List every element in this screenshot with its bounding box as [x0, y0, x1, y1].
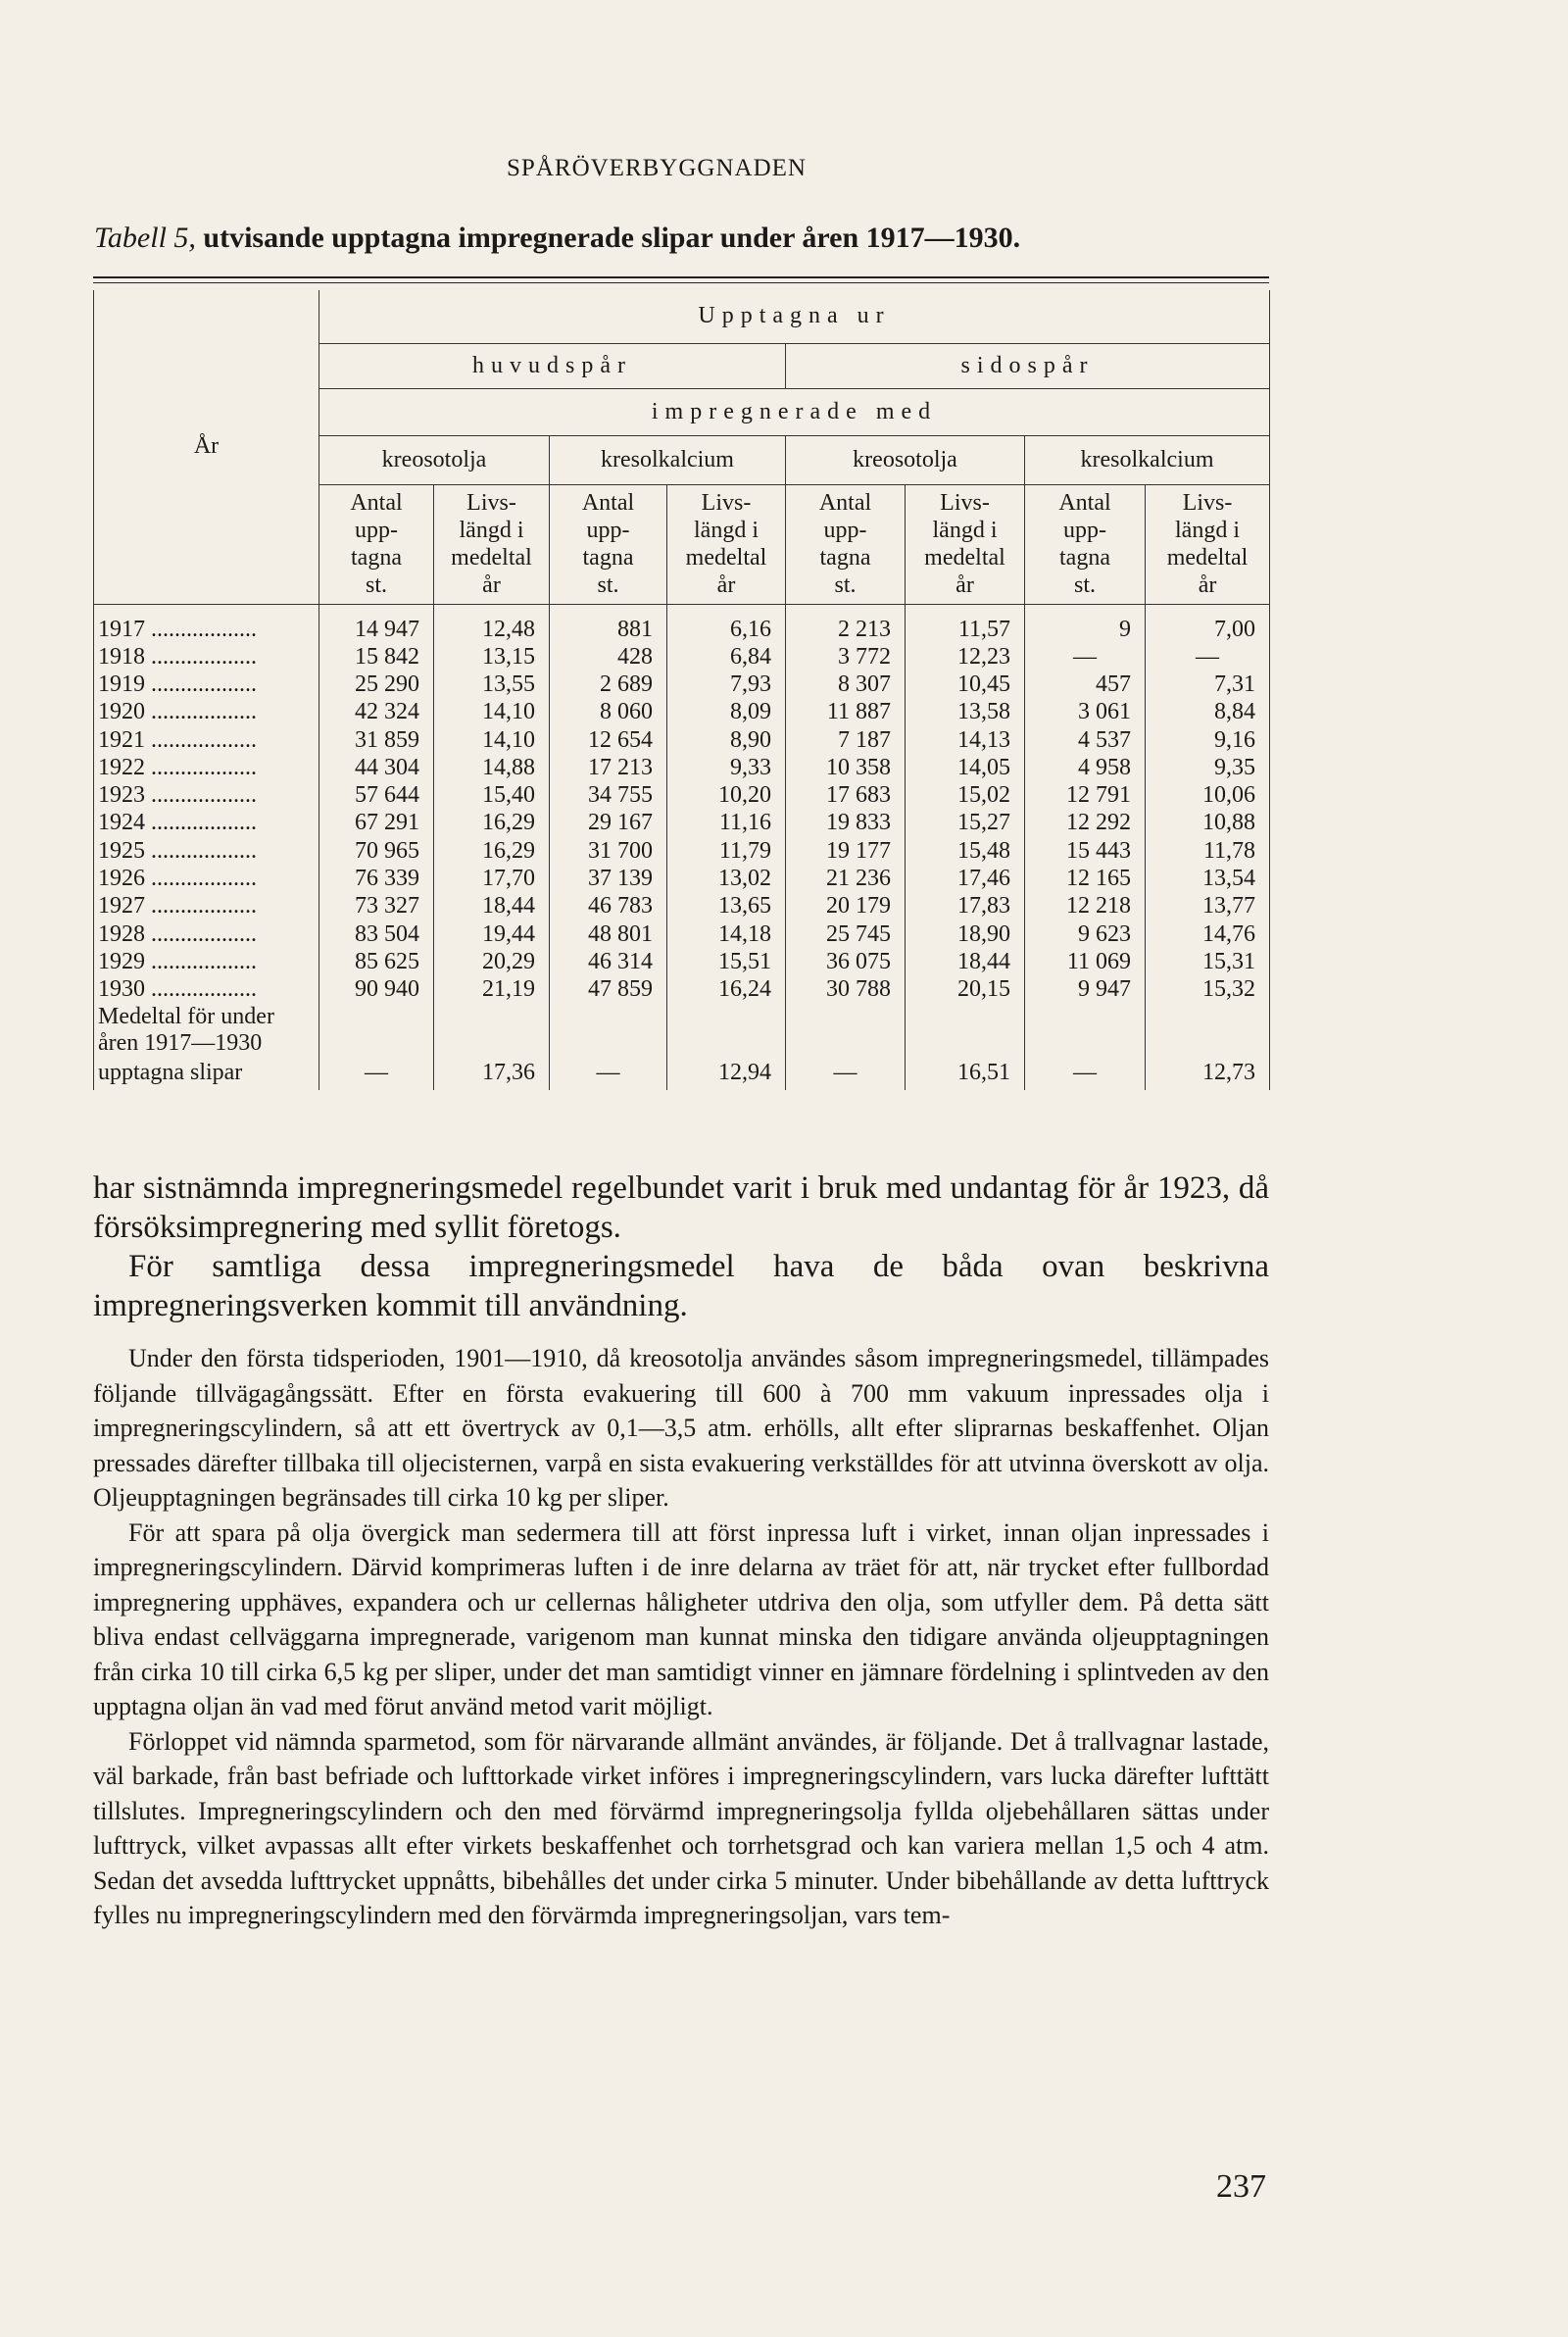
top-rule-thin: [93, 282, 1269, 283]
cell-life: 10,88: [1146, 810, 1270, 837]
cell-count: 2 213: [786, 604, 906, 643]
table-row: [94, 671, 1270, 698]
table-row: [94, 837, 1270, 865]
cell-life: 14,05: [906, 754, 1025, 781]
table-row: [94, 810, 1270, 837]
average-label: Medeltal för under: [94, 1004, 319, 1030]
cell-count: 37 139: [550, 865, 667, 892]
running-head: SPÅRÖVERBYGGNADEN: [507, 155, 807, 181]
cell-life: 20,29: [434, 948, 550, 975]
cell-count: 44 304: [319, 754, 434, 781]
cell-life: 15,32: [1146, 976, 1270, 1004]
data-table: [93, 290, 1270, 1090]
cell-life: 15,48: [906, 837, 1025, 865]
cell-count: 19 177: [786, 837, 906, 865]
cell-life: 19,44: [434, 920, 550, 948]
cell-count: 31 700: [550, 837, 667, 865]
cell-count: 12 654: [550, 726, 667, 754]
large-text: [93, 1168, 1269, 1325]
cell-life: 16,29: [434, 837, 550, 865]
cell-count: 7 187: [786, 726, 906, 754]
average-value: —: [786, 1057, 906, 1090]
cell-count: 48 801: [550, 920, 667, 948]
cell-count: 46 314: [550, 948, 667, 975]
col-life-header: Livs- längd i medeltal år: [906, 484, 1025, 604]
cell-life: 15,40: [434, 781, 550, 809]
row-year: 1924 ..................: [94, 810, 319, 837]
cell-life: 11,57: [906, 604, 1025, 643]
cell-count: 19 833: [786, 810, 906, 837]
cell-life: 13,58: [906, 699, 1025, 726]
cell-count: 12 791: [1025, 781, 1146, 809]
table-row: [94, 726, 1270, 754]
cell-life: 7,31: [1146, 671, 1270, 698]
cell-life: 21,19: [434, 976, 550, 1004]
table-body: [94, 604, 1270, 1004]
paragraph: För samtliga dessa impregneringsmedel hava de båda ovan beskrivna impregneringsverken kommit till användning.: [93, 1249, 1269, 1323]
table-row: [94, 920, 1270, 948]
cell-count: 3 772: [786, 643, 906, 671]
cell-count: 73 327: [319, 893, 434, 920]
cell-life: 8,84: [1146, 699, 1270, 726]
cell-life: 13,77: [1146, 893, 1270, 920]
cell-count: 67 291: [319, 810, 434, 837]
table-row: [94, 893, 1270, 920]
cell-count: 57 644: [319, 781, 434, 809]
table-row: [94, 948, 1270, 975]
cell-life: 15,02: [906, 781, 1025, 809]
col-life-header: Livs- längd i medeltal år: [434, 484, 550, 604]
cell-count: 29 167: [550, 810, 667, 837]
col-count-header: Antal upp- tagna st.: [786, 484, 906, 604]
caption-text: utvisande upptagna impregnerade slipar under åren 1917—1930.: [195, 222, 1021, 254]
top-rule: [93, 276, 1269, 278]
paragraph: har sistnämnda impregneringsmedel regelbundet varit i bruk med undantag för år 1923, då försöksimpregnering med syllit företogs.: [93, 1170, 1269, 1245]
cell-count: 9 947: [1025, 976, 1146, 1004]
header-main-track: huvudspår: [319, 343, 786, 388]
average-value: 12,94: [667, 1057, 786, 1090]
cell-count: 83 504: [319, 920, 434, 948]
cell-count: 15 842: [319, 643, 434, 671]
cell-life: 13,15: [434, 643, 550, 671]
cell-life: 13,02: [667, 865, 786, 892]
average-value: —: [319, 1057, 434, 1090]
cell-count: 2 689: [550, 671, 667, 698]
table-row: [94, 865, 1270, 892]
cell-count: 4 958: [1025, 754, 1146, 781]
cell-life: 10,20: [667, 781, 786, 809]
col-count-header: Antal upp- tagna st.: [319, 484, 434, 604]
cell-count: 70 965: [319, 837, 434, 865]
col-count-header: Antal upp- tagna st.: [550, 484, 667, 604]
cell-life: 11,79: [667, 837, 786, 865]
cell-life: 8,09: [667, 699, 786, 726]
average-label: upptagna slipar: [94, 1057, 319, 1090]
col-life-header: Livs- längd i medeltal år: [1146, 484, 1270, 604]
cell-count: 30 788: [786, 976, 906, 1004]
cell-life: 13,54: [1146, 865, 1270, 892]
cell-life: 12,23: [906, 643, 1025, 671]
cell-life: 17,46: [906, 865, 1025, 892]
cell-life: 15,27: [906, 810, 1025, 837]
cell-count: 25 745: [786, 920, 906, 948]
cell-count: 12 165: [1025, 865, 1146, 892]
cell-count: 9: [1025, 604, 1146, 643]
row-year: 1917 ..................: [94, 604, 319, 643]
col-life-header: Livs- längd i medeltal år: [667, 484, 786, 604]
row-year: 1928 ..................: [94, 920, 319, 948]
cell-count: 42 324: [319, 699, 434, 726]
table-row: [94, 976, 1270, 1004]
cell-life: 14,18: [667, 920, 786, 948]
cell-count: 76 339: [319, 865, 434, 892]
cell-life: 7,93: [667, 671, 786, 698]
cell-life: 15,51: [667, 948, 786, 975]
average-value: 17,36: [434, 1057, 550, 1090]
average-value: 16,51: [906, 1057, 1025, 1090]
cell-count: 12 218: [1025, 893, 1146, 920]
cell-count: 14 947: [319, 604, 434, 643]
cell-count: 457: [1025, 671, 1146, 698]
average-value: 12,73: [1146, 1057, 1270, 1090]
cell-count: 85 625: [319, 948, 434, 975]
row-year: 1923 ..................: [94, 781, 319, 809]
cell-count: 4 537: [1025, 726, 1146, 754]
cell-life: 9,33: [667, 754, 786, 781]
header-impregnated: impregnerade med: [319, 388, 1270, 435]
cell-count: 90 940: [319, 976, 434, 1004]
cell-count: 17 213: [550, 754, 667, 781]
header-upptagna: Upptagna ur: [319, 290, 1270, 343]
cell-life: 15,31: [1146, 948, 1270, 975]
cell-life: 13,65: [667, 893, 786, 920]
cell-life: 9,35: [1146, 754, 1270, 781]
cell-life: 18,44: [434, 893, 550, 920]
row-year: 1929 ..................: [94, 948, 319, 975]
cell-count: 25 290: [319, 671, 434, 698]
cell-life: 14,10: [434, 699, 550, 726]
cell-life: 11,78: [1146, 837, 1270, 865]
cell-life: 9,16: [1146, 726, 1270, 754]
average-value: —: [1025, 1057, 1146, 1090]
page-number: 237: [1216, 2168, 1266, 2205]
cell-count: 15 443: [1025, 837, 1146, 865]
table-caption: [94, 222, 1270, 255]
cell-life: 8,90: [667, 726, 786, 754]
cell-count: 34 755: [550, 781, 667, 809]
row-year: 1922 ..................: [94, 754, 319, 781]
cell-count: 881: [550, 604, 667, 643]
cell-life: 10,45: [906, 671, 1025, 698]
year-header: År: [94, 290, 319, 604]
cell-life: 10,06: [1146, 781, 1270, 809]
cell-count: 47 859: [550, 976, 667, 1004]
cell-life: 13,55: [434, 671, 550, 698]
header-agent-side-1: kreosotolja: [786, 435, 1025, 484]
body-text: [93, 1341, 1269, 1933]
average-label: åren 1917—1930: [94, 1030, 319, 1057]
col-count-header: Antal upp- tagna st.: [1025, 484, 1146, 604]
cell-life: 14,76: [1146, 920, 1270, 948]
cell-life: 16,29: [434, 810, 550, 837]
cell-life: 18,90: [906, 920, 1025, 948]
header-side-track: sidospår: [786, 343, 1270, 388]
cell-life: —: [1146, 643, 1270, 671]
cell-count: 21 236: [786, 865, 906, 892]
average-value: —: [550, 1057, 667, 1090]
table-row: [94, 604, 1270, 643]
cell-life: 16,24: [667, 976, 786, 1004]
cell-count: 8 307: [786, 671, 906, 698]
table-row: [94, 699, 1270, 726]
cell-life: 7,00: [1146, 604, 1270, 643]
cell-count: 31 859: [319, 726, 434, 754]
cell-count: 11 069: [1025, 948, 1146, 975]
cell-count: 46 783: [550, 893, 667, 920]
cell-count: 17 683: [786, 781, 906, 809]
row-year: 1921 ..................: [94, 726, 319, 754]
cell-life: 11,16: [667, 810, 786, 837]
header-agent-side-2: kresolkalcium: [1025, 435, 1270, 484]
row-year: 1918 ..................: [94, 643, 319, 671]
cell-life: 6,84: [667, 643, 786, 671]
cell-life: 17,70: [434, 865, 550, 892]
table-row: [94, 643, 1270, 671]
cell-life: 14,10: [434, 726, 550, 754]
cell-count: 8 060: [550, 699, 667, 726]
row-year: 1926 ..................: [94, 865, 319, 892]
average-row-1: [94, 1004, 1270, 1030]
cell-count: 20 179: [786, 893, 906, 920]
cell-count: 12 292: [1025, 810, 1146, 837]
cell-life: 17,83: [906, 893, 1025, 920]
average-row-2: [94, 1030, 1270, 1057]
row-year: 1919 ..................: [94, 671, 319, 698]
cell-count: 10 358: [786, 754, 906, 781]
average-row: [94, 1057, 1270, 1090]
paragraph: För att spara på olja övergick man sedermera till att först inpressa luft i virket, innan oljan inpressades i impregneringscylindern. Därvid komprimeras luften i de inre delarna av träet för att, när trycket efter fullbordad impregnering upphäves, expandera och ur cellernas håligheter utdriva den olja, som utfyller dem. På detta sätt bliva endast cellväggarna impregnerade, varigenom man kunnat minska den tidigare använda oljeupptagningen från cirka 10 till cirka 6,5 kg per sliper, under det man samtidigt vinner en jämnare fördelning i splintveden av den upptagna oljan än vad med förut använd metod varit möjligt.: [93, 1517, 1269, 1720]
table-row: [94, 781, 1270, 809]
cell-life: 14,13: [906, 726, 1025, 754]
row-year: 1930 ..................: [94, 976, 319, 1004]
cell-life: 18,44: [906, 948, 1025, 975]
row-year: 1927 ..................: [94, 893, 319, 920]
cell-count: 428: [550, 643, 667, 671]
cell-count: 36 075: [786, 948, 906, 975]
cell-count: 9 623: [1025, 920, 1146, 948]
paragraph: Förloppet vid nämnda sparmetod, som för närvarande allmänt användes, är följande. Det å trallvagnar lastade, väl barkade, från bast befriade och lufttorkade virket införes i impregneringscylindern, vars lucka därefter lufttätt tillslutes. Impregneringscylindern och den med förvärmd impregneringsolja fyllda oljebehållaren sättas under lufttryck, vilket avpassas allt efter virkets beskaffenhet och torrhetsgrad och kan variera mellan 1,5 och 4 atm. Sedan det avsedda lufttrycket uppnåtts, bibehålles det under cirka 5 minuter. Under bibehållande av detta lufttryck fylles nu impregneringscylindern med den förvärmda impregneringsoljan, vars tem-: [93, 1726, 1269, 1929]
cell-life: 20,15: [906, 976, 1025, 1004]
caption-lead: Tabell 5,: [94, 222, 196, 254]
header-agent-main-2: kresolkalcium: [550, 435, 786, 484]
cell-count: 3 061: [1025, 699, 1146, 726]
cell-count: —: [1025, 643, 1146, 671]
cell-life: 12,48: [434, 604, 550, 643]
row-year: 1925 ..................: [94, 837, 319, 865]
cell-count: 11 887: [786, 699, 906, 726]
row-year: 1920 ..................: [94, 699, 319, 726]
cell-life: 14,88: [434, 754, 550, 781]
header-agent-main-1: kreosotolja: [319, 435, 550, 484]
cell-life: 6,16: [667, 604, 786, 643]
table-row: [94, 754, 1270, 781]
paragraph: Under den första tidsperioden, 1901—1910, då kreosotolja användes såsom impregneringsmedel, tillämpades följande tillvägagångssätt. Efter en första evakuering till 600 à 700 mm vakuum inpressades olja i impregneringscylindern, så att ett övertryck av 0,1—3,5 atm. erhölls, allt efter sliprarnas beskaffenhet. Oljan pressades därefter tillbaka till oljecisternen, varpå en sista evakuering verkställdes för att utvinna överskott av olja. Oljeupptagningen begränsades till cirka 10 kg per sliper.: [93, 1344, 1269, 1512]
